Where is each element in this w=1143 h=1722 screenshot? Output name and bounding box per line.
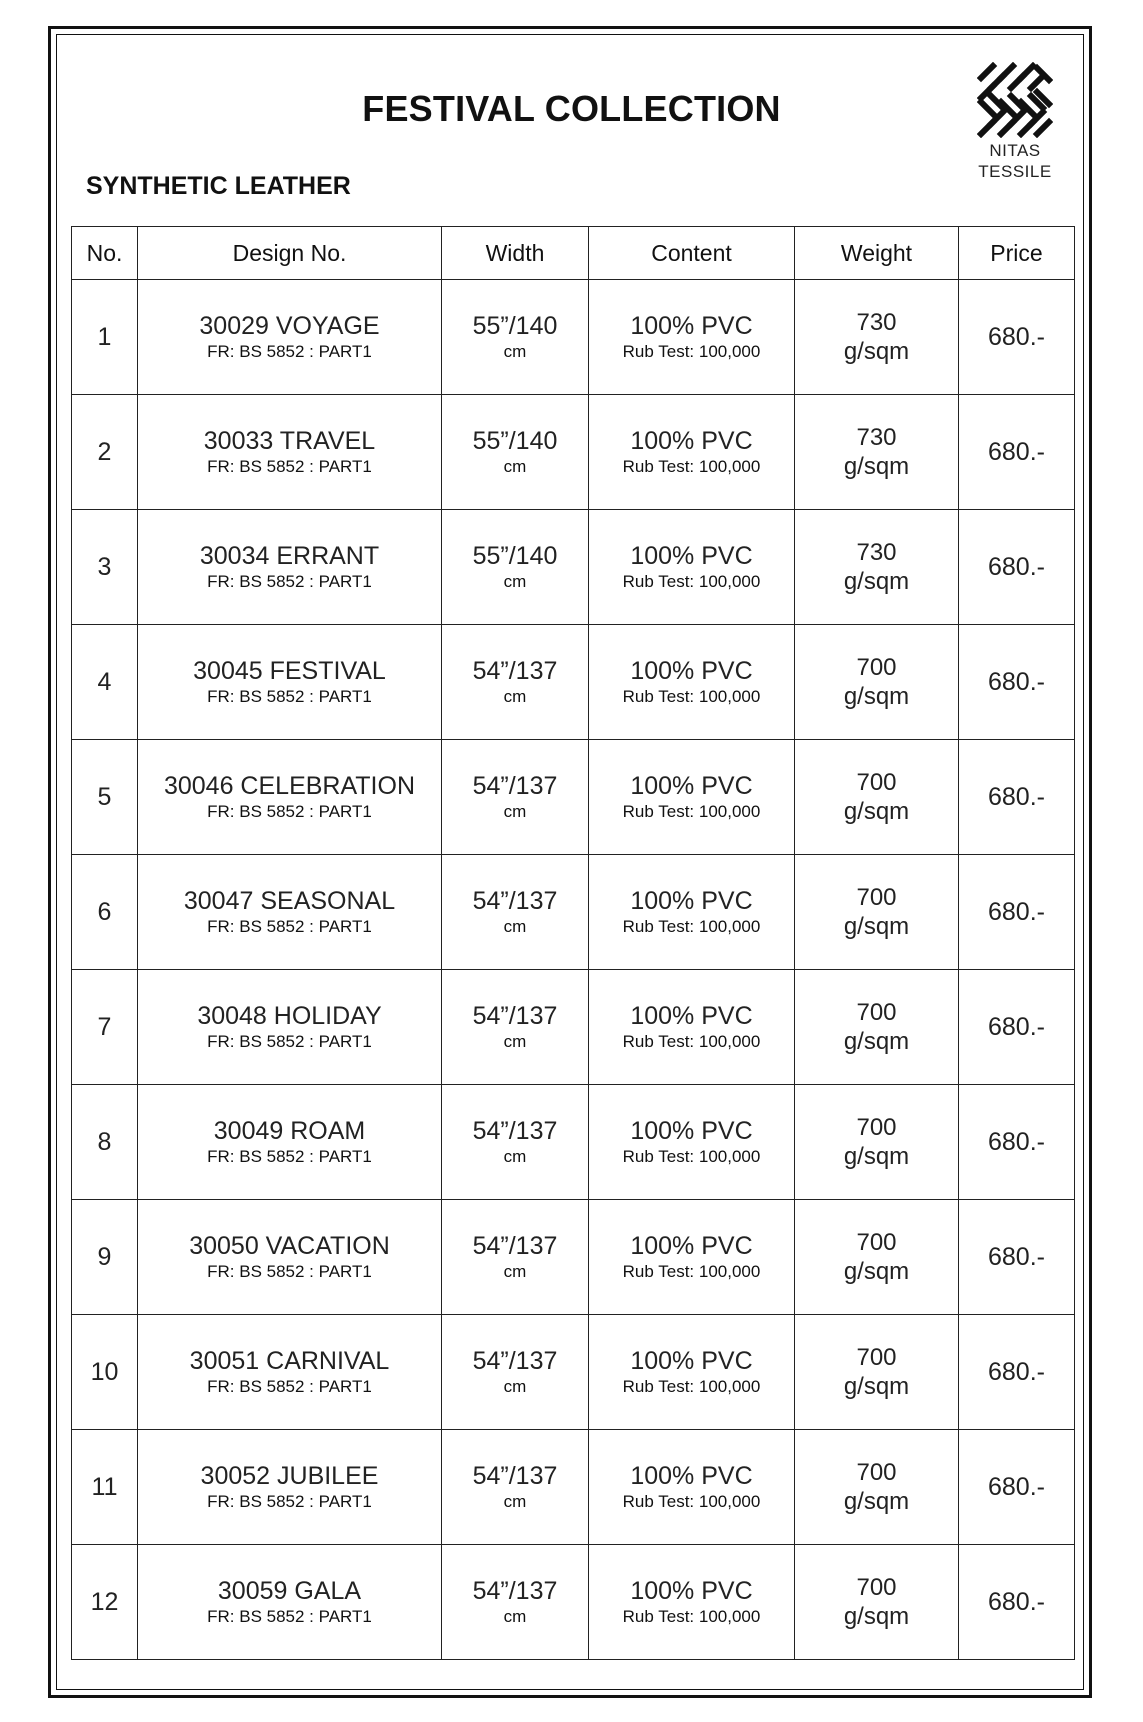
- design-cell: [138, 1085, 442, 1200]
- width-cell: [442, 740, 589, 855]
- weight-unit: g/sqm: [843, 1028, 910, 1055]
- weight-cell: [795, 740, 959, 855]
- content-value: 100% PVC: [630, 1462, 753, 1490]
- content-value: 100% PVC: [630, 1347, 753, 1375]
- weight-value: 730: [856, 539, 897, 566]
- content-cell: [589, 855, 795, 970]
- width-cell: [442, 625, 589, 740]
- row-number: 4: [72, 625, 138, 740]
- design-cell: [138, 1545, 442, 1660]
- design-name: 30045 FESTIVAL: [193, 657, 386, 685]
- design-cell: [138, 1315, 442, 1430]
- rub-test: Rub Test: 100,000: [622, 1492, 761, 1511]
- price-value: 680.-: [959, 740, 1075, 855]
- design-name: 30046 CELEBRATION: [163, 772, 416, 800]
- content-cell: [589, 1200, 795, 1315]
- header-content: Content: [589, 227, 795, 280]
- weight-cell: [795, 1545, 959, 1660]
- rub-test: Rub Test: 100,000: [622, 1032, 761, 1051]
- weight-value: 700: [856, 1459, 897, 1486]
- width-cell: [442, 1085, 589, 1200]
- header-weight: Weight: [795, 227, 959, 280]
- price-value: 680.-: [959, 1315, 1075, 1430]
- table-row: [72, 1315, 1075, 1430]
- design-name: 30033 TRAVEL: [203, 427, 376, 455]
- table-header-row: [72, 227, 1075, 280]
- design-cell: [138, 1430, 442, 1545]
- fire-rating: FR: BS 5852 : PART1: [207, 1032, 372, 1051]
- weight-unit: g/sqm: [843, 1258, 910, 1285]
- price-value: 680.-: [959, 970, 1075, 1085]
- design-cell: [138, 970, 442, 1085]
- width-value: 55”/140: [472, 427, 558, 455]
- row-number: 11: [72, 1430, 138, 1545]
- fire-rating: FR: BS 5852 : PART1: [207, 687, 372, 706]
- table-row: [72, 970, 1075, 1085]
- design-cell: [138, 280, 442, 395]
- price-table: [71, 226, 1075, 1660]
- content-value: 100% PVC: [630, 887, 753, 915]
- row-number: 5: [72, 740, 138, 855]
- row-number: 7: [72, 970, 138, 1085]
- weight-unit: g/sqm: [843, 913, 910, 940]
- logo-text-line-1: NITAS: [989, 141, 1041, 160]
- width-unit: cm: [503, 342, 527, 361]
- rub-test: Rub Test: 100,000: [622, 1377, 761, 1396]
- content-cell: [589, 970, 795, 1085]
- design-name: 30051 CARNIVAL: [189, 1347, 390, 1375]
- rub-test: Rub Test: 100,000: [622, 457, 761, 476]
- design-name: 30048 HOLIDAY: [197, 1002, 382, 1030]
- header-no: No.: [72, 227, 138, 280]
- row-number: 8: [72, 1085, 138, 1200]
- weight-unit: g/sqm: [843, 338, 910, 365]
- design-name: 30059 GALA: [217, 1577, 362, 1605]
- width-unit: cm: [503, 572, 527, 591]
- weight-cell: [795, 625, 959, 740]
- width-value: 54”/137: [472, 1232, 558, 1260]
- rub-test: Rub Test: 100,000: [622, 1147, 761, 1166]
- price-value: 680.-: [959, 1545, 1075, 1660]
- rub-test: Rub Test: 100,000: [622, 802, 761, 821]
- content-cell: [589, 1430, 795, 1545]
- weight-cell: [795, 855, 959, 970]
- table-row: [72, 1545, 1075, 1660]
- design-name: 30047 SEASONAL: [183, 887, 396, 915]
- design-name: 30049 ROAM: [213, 1117, 366, 1145]
- fire-rating: FR: BS 5852 : PART1: [207, 1147, 372, 1166]
- weight-unit: g/sqm: [843, 568, 910, 595]
- weight-unit: g/sqm: [843, 1603, 910, 1630]
- content-value: 100% PVC: [630, 427, 753, 455]
- content-cell: [589, 1545, 795, 1660]
- width-cell: [442, 1545, 589, 1660]
- width-cell: [442, 395, 589, 510]
- table-row: [72, 1085, 1075, 1200]
- design-name: 30034 ERRANT: [199, 542, 380, 570]
- rub-test: Rub Test: 100,000: [622, 687, 761, 706]
- weight-cell: [795, 280, 959, 395]
- width-value: 54”/137: [472, 1002, 558, 1030]
- design-cell: [138, 740, 442, 855]
- header-price: Price: [959, 227, 1075, 280]
- width-unit: cm: [503, 1377, 527, 1396]
- table-row: [72, 280, 1075, 395]
- weight-cell: [795, 395, 959, 510]
- weight-cell: [795, 510, 959, 625]
- design-cell: [138, 510, 442, 625]
- brand-logo: [965, 62, 1065, 192]
- weight-unit: g/sqm: [843, 1488, 910, 1515]
- width-unit: cm: [503, 1262, 527, 1281]
- row-number: 6: [72, 855, 138, 970]
- fire-rating: FR: BS 5852 : PART1: [207, 1492, 372, 1511]
- weight-unit: g/sqm: [843, 683, 910, 710]
- content-value: 100% PVC: [630, 772, 753, 800]
- width-value: 54”/137: [472, 657, 558, 685]
- weight-unit: g/sqm: [843, 453, 910, 480]
- design-cell: [138, 855, 442, 970]
- table-row: [72, 1200, 1075, 1315]
- content-cell: [589, 625, 795, 740]
- fire-rating: FR: BS 5852 : PART1: [207, 457, 372, 476]
- width-unit: cm: [503, 1492, 527, 1511]
- content-cell: [589, 740, 795, 855]
- weight-value: 700: [856, 1344, 897, 1371]
- width-value: 54”/137: [472, 1347, 558, 1375]
- width-unit: cm: [503, 1032, 527, 1051]
- weight-value: 700: [856, 884, 897, 911]
- rub-test: Rub Test: 100,000: [622, 1262, 761, 1281]
- weight-value: 700: [856, 769, 897, 796]
- table-row: [72, 625, 1075, 740]
- rub-test: Rub Test: 100,000: [622, 342, 761, 361]
- weight-cell: [795, 1430, 959, 1545]
- width-cell: [442, 970, 589, 1085]
- row-number: 1: [72, 280, 138, 395]
- price-value: 680.-: [959, 1430, 1075, 1545]
- table-row: [72, 510, 1075, 625]
- content-cell: [589, 510, 795, 625]
- fire-rating: FR: BS 5852 : PART1: [207, 1607, 372, 1626]
- price-value: 680.-: [959, 1200, 1075, 1315]
- fire-rating: FR: BS 5852 : PART1: [207, 917, 372, 936]
- weight-cell: [795, 1085, 959, 1200]
- weight-cell: [795, 1200, 959, 1315]
- row-number: 12: [72, 1545, 138, 1660]
- section-subtitle: SYNTHETIC LEATHER: [86, 172, 351, 200]
- width-value: 55”/140: [472, 312, 558, 340]
- fire-rating: FR: BS 5852 : PART1: [207, 1262, 372, 1281]
- design-cell: [138, 395, 442, 510]
- width-unit: cm: [503, 457, 527, 476]
- weight-unit: g/sqm: [843, 798, 910, 825]
- row-number: 3: [72, 510, 138, 625]
- price-value: 680.-: [959, 280, 1075, 395]
- fire-rating: FR: BS 5852 : PART1: [207, 572, 372, 591]
- width-value: 54”/137: [472, 1577, 558, 1605]
- content-cell: [589, 395, 795, 510]
- table-row: [72, 395, 1075, 510]
- weight-value: 700: [856, 654, 897, 681]
- price-value: 680.-: [959, 1085, 1075, 1200]
- logo-text-line-2: TESSILE: [978, 162, 1052, 181]
- width-unit: cm: [503, 1147, 527, 1166]
- width-unit: cm: [503, 687, 527, 706]
- width-cell: [442, 855, 589, 970]
- width-value: 54”/137: [472, 772, 558, 800]
- weight-unit: g/sqm: [843, 1373, 910, 1400]
- table-row: [72, 740, 1075, 855]
- width-cell: [442, 1430, 589, 1545]
- width-value: 55”/140: [472, 542, 558, 570]
- content-value: 100% PVC: [630, 1232, 753, 1260]
- weight-cell: [795, 1315, 959, 1430]
- width-unit: cm: [503, 917, 527, 936]
- width-cell: [442, 1200, 589, 1315]
- table-row: [72, 1430, 1075, 1545]
- content-cell: [589, 280, 795, 395]
- content-value: 100% PVC: [630, 1577, 753, 1605]
- content-value: 100% PVC: [630, 1117, 753, 1145]
- rub-test: Rub Test: 100,000: [622, 1607, 761, 1626]
- design-cell: [138, 625, 442, 740]
- width-value: 54”/137: [472, 887, 558, 915]
- content-cell: [589, 1085, 795, 1200]
- content-value: 100% PVC: [630, 312, 753, 340]
- weight-value: 700: [856, 1114, 897, 1141]
- page-title: FESTIVAL COLLECTION: [362, 88, 781, 129]
- width-cell: [442, 1315, 589, 1430]
- weight-cell: [795, 970, 959, 1085]
- content-value: 100% PVC: [630, 657, 753, 685]
- rub-test: Rub Test: 100,000: [622, 572, 761, 591]
- weight-value: 730: [856, 309, 897, 336]
- design-name: 30029 VOYAGE: [199, 312, 380, 340]
- width-unit: cm: [503, 1607, 527, 1626]
- design-name: 30052 JUBILEE: [200, 1462, 379, 1490]
- header-design-no: Design No.: [138, 227, 442, 280]
- price-value: 680.-: [959, 395, 1075, 510]
- width-cell: [442, 510, 589, 625]
- weight-unit: g/sqm: [843, 1143, 910, 1170]
- weight-value: 730: [856, 424, 897, 451]
- fire-rating: FR: BS 5852 : PART1: [207, 1377, 372, 1396]
- width-value: 54”/137: [472, 1462, 558, 1490]
- woven-pattern-logo-icon: [977, 62, 1053, 138]
- width-cell: [442, 280, 589, 395]
- design-name: 30050 VACATION: [189, 1232, 390, 1260]
- price-value: 680.-: [959, 855, 1075, 970]
- weight-value: 700: [856, 999, 897, 1026]
- weight-value: 700: [856, 1574, 897, 1601]
- table-body: [72, 280, 1075, 1660]
- design-cell: [138, 1200, 442, 1315]
- price-value: 680.-: [959, 510, 1075, 625]
- rub-test: Rub Test: 100,000: [622, 917, 761, 936]
- price-value: 680.-: [959, 625, 1075, 740]
- content-value: 100% PVC: [630, 1002, 753, 1030]
- row-number: 9: [72, 1200, 138, 1315]
- weight-value: 700: [856, 1229, 897, 1256]
- width-unit: cm: [503, 802, 527, 821]
- row-number: 10: [72, 1315, 138, 1430]
- width-value: 54”/137: [472, 1117, 558, 1145]
- table-row: [72, 855, 1075, 970]
- header-width: Width: [442, 227, 589, 280]
- fire-rating: FR: BS 5852 : PART1: [207, 802, 372, 821]
- content-value: 100% PVC: [630, 542, 753, 570]
- content-cell: [589, 1315, 795, 1430]
- fire-rating: FR: BS 5852 : PART1: [207, 342, 372, 361]
- row-number: 2: [72, 395, 138, 510]
